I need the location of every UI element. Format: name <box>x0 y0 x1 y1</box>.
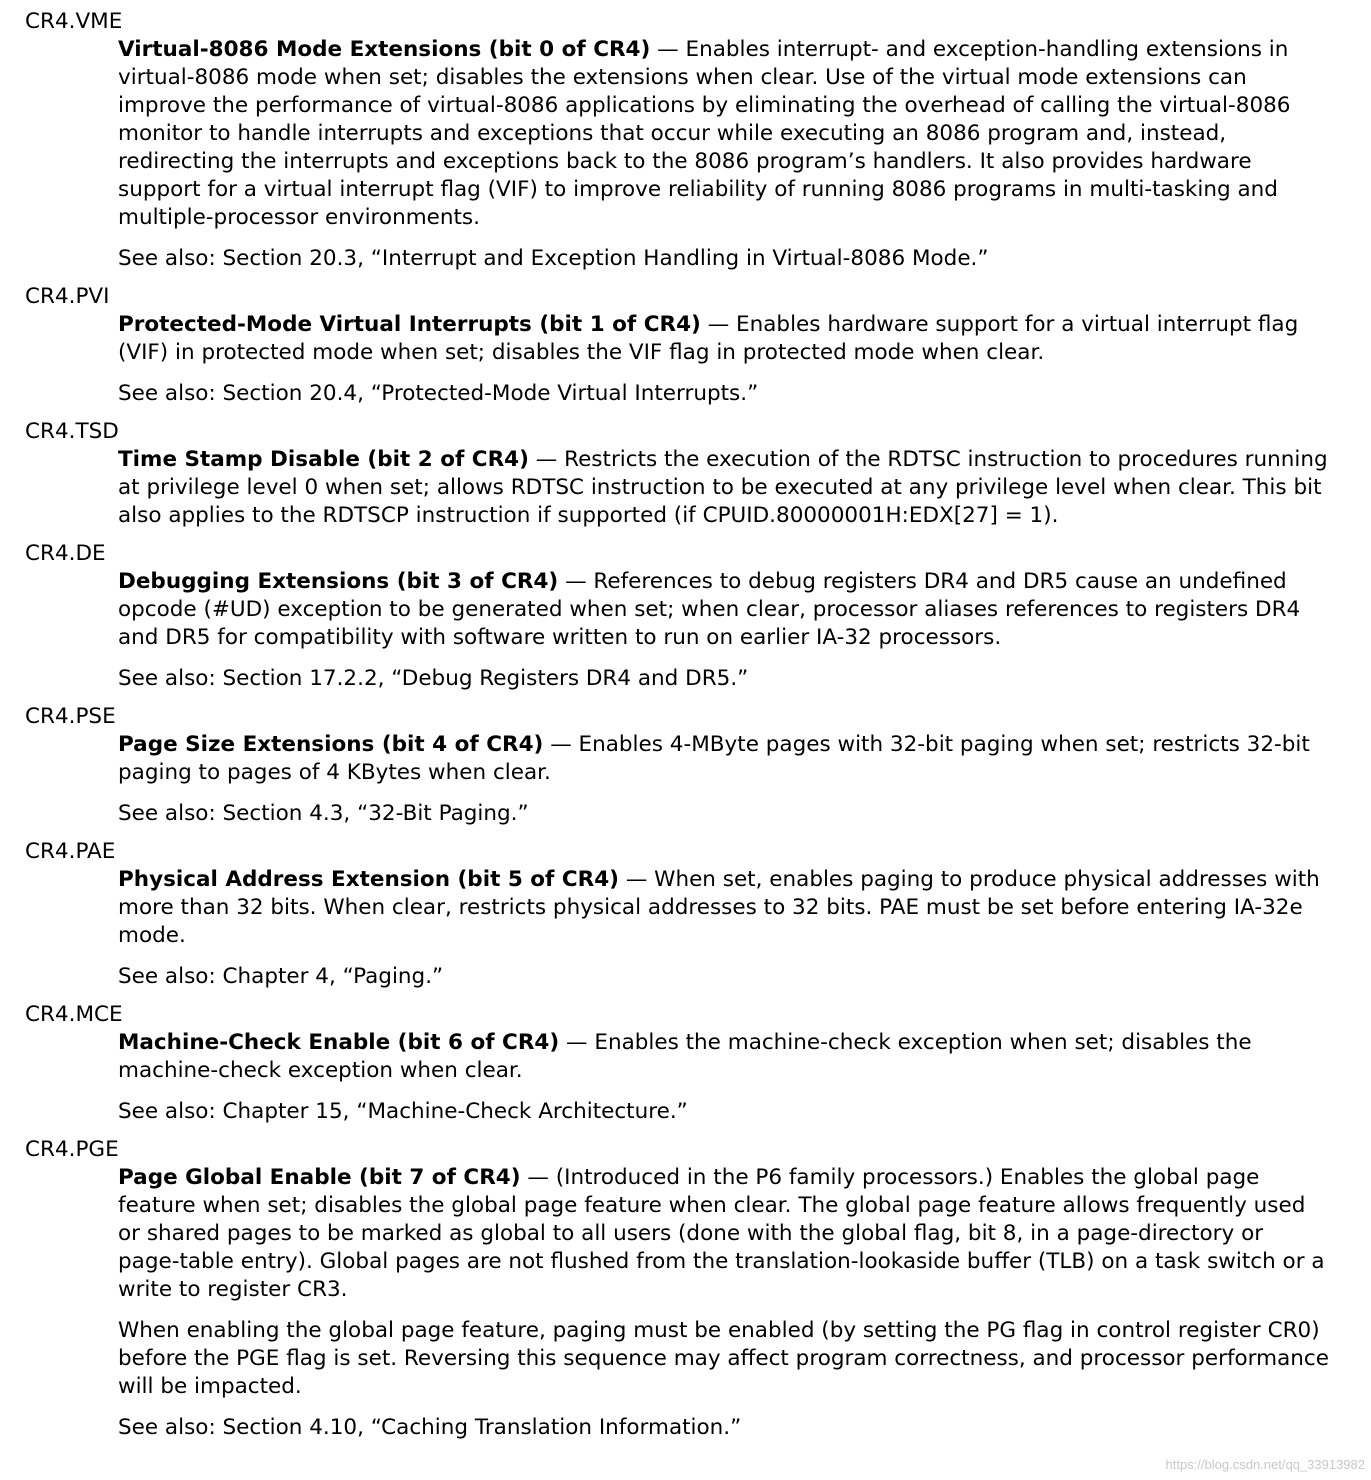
definition-body: — Enables hardware support for a virtual interrupt flag (VIF) in protected mode when set; disables the VIF flag in protected mode when clear. <box>118 312 1299 365</box>
definition-paragraph-extra: When enabling the global page feature, paging must be enabled (by setting the PG flag in control register CR0) before the PGE flag is set. Reversing this sequence may affect program correctness, and processor performance will be impacted. <box>118 1318 1329 1399</box>
definition-body: — When set, enables paging to produce physical addresses with more than 32 bits. When clear, restricts physical addresses to 32 bits. PAE must be set before entering IA-32e mode. <box>118 867 1320 948</box>
definition-title: Time Stamp Disable (bit 2 of CR4) <box>118 447 529 472</box>
definition-title: Physical Address Extension (bit 5 of CR4) <box>118 867 620 892</box>
term-label: CR4.PAE <box>25 839 116 864</box>
definition-body: — References to debug registers DR4 and DR5 cause an undefined opcode (#UD) exception to be generated when set; when clear, processor aliases references to registers DR4 and DR5 for compatibility with software written to run on earlier IA-32 processors. <box>118 569 1301 650</box>
entry-cr4-tsd <box>0 418 1371 530</box>
entry-cr4-de <box>0 540 1371 693</box>
definition-paragraph <box>118 36 1330 232</box>
entry-cr4-pvi <box>0 283 1371 408</box>
watermark-url: https://blog.csdn.net/qq_33913982 <box>1165 1457 1365 1472</box>
definition-paragraph <box>118 311 1330 367</box>
definition-body: — Enables interrupt- and exception-handling extensions in virtual-8086 mode when set; disables the extensions when clear. Use of the virtual mode extensions can improve the performance of virtual-8086 applications by eliminating the overhead of calling the virtual-8086 monitor to handle interrupts and exceptions that occur while executing an 8086 program and, instead, redirecting the interrupts and exceptions back to the 8086 program’s handlers. It also provides hardware support for a virtual interrupt flag (VIF) to improve reliability of running 8086 programs in multi-tasking and multiple-processor environments. <box>118 37 1291 230</box>
term-label: CR4.TSD <box>25 419 119 444</box>
see-also: See also: Section 17.2.2, “Debug Registers DR4 and DR5.” <box>118 666 749 691</box>
definition-title: Page Global Enable (bit 7 of CR4) <box>118 1165 521 1190</box>
definition-paragraph <box>118 1164 1330 1304</box>
see-also: See also: Section 4.10, “Caching Translation Information.” <box>118 1415 742 1440</box>
definition-title: Protected-Mode Virtual Interrupts (bit 1 of CR4) <box>118 312 701 337</box>
definition-body: — Enables 4-MByte pages with 32-bit paging when set; restricts 32-bit paging to pages of 4 KBytes when clear. <box>118 732 1310 785</box>
see-also: See also: Section 4.3, “32-Bit Paging.” <box>118 801 529 826</box>
definition-title: Virtual-8086 Mode Extensions (bit 0 of CR4) <box>118 37 651 62</box>
term-label: CR4.MCE <box>25 1002 123 1027</box>
term-label: CR4.VME <box>25 9 123 34</box>
term-label: CR4.PVI <box>25 284 110 309</box>
definition <box>118 311 1330 408</box>
definition <box>118 731 1330 828</box>
term-label: CR4.PGE <box>25 1137 119 1162</box>
definition-paragraph <box>118 1029 1330 1085</box>
definition-body: — (Introduced in the P6 family processors.) Enables the global page feature when set; disables the global page feature when clear. The global page feature allows frequently used or shared pages to be marked as global to all users (done with the global flag, bit 8, in a page-directory or page-table entry). Global pages are not flushed from the translation-lookaside buffer (TLB) on a task switch or a write to register CR3. <box>118 1165 1325 1302</box>
definition <box>118 568 1330 693</box>
see-also: See also: Chapter 15, “Machine-Check Architecture.” <box>118 1099 688 1124</box>
see-also: See also: Section 20.3, “Interrupt and Exception Handling in Virtual-8086 Mode.” <box>118 246 989 271</box>
see-also: See also: Section 20.4, “Protected-Mode Virtual Interrupts.” <box>118 381 759 406</box>
definition-paragraph <box>118 866 1330 950</box>
definition-title: Machine-Check Enable (bit 6 of CR4) <box>118 1030 560 1055</box>
definition <box>118 1029 1330 1126</box>
entry-cr4-pae <box>0 838 1371 991</box>
term-label: CR4.DE <box>25 541 106 566</box>
entry-cr4-vme <box>0 8 1371 273</box>
document-page <box>0 8 1371 1442</box>
definition-paragraph <box>118 446 1330 530</box>
see-also: See also: Chapter 4, “Paging.” <box>118 964 444 989</box>
definition-body: — Enables the machine-check exception when set; disables the machine-check exception when clear. <box>118 1030 1252 1083</box>
definition <box>118 446 1330 530</box>
definition <box>118 1164 1330 1442</box>
definition-title: Debugging Extensions (bit 3 of CR4) <box>118 569 559 594</box>
entry-cr4-pse <box>0 703 1371 828</box>
definition <box>118 866 1330 991</box>
term-label: CR4.PSE <box>25 704 116 729</box>
definition-title: Page Size Extensions (bit 4 of CR4) <box>118 732 544 757</box>
definition-body: — Restricts the execution of the RDTSC instruction to procedures running at privilege level 0 when set; allows RDTSC instruction to be executed at any privilege level when clear. This bit also applies to the RDTSCP instruction if supported (if CPUID.80000001H:EDX[27] = 1). <box>118 447 1328 528</box>
entry-cr4-mce <box>0 1001 1371 1126</box>
definition-paragraph <box>118 731 1330 787</box>
definition <box>118 36 1330 273</box>
definition-paragraph <box>118 568 1330 652</box>
entry-cr4-pge <box>0 1136 1371 1442</box>
